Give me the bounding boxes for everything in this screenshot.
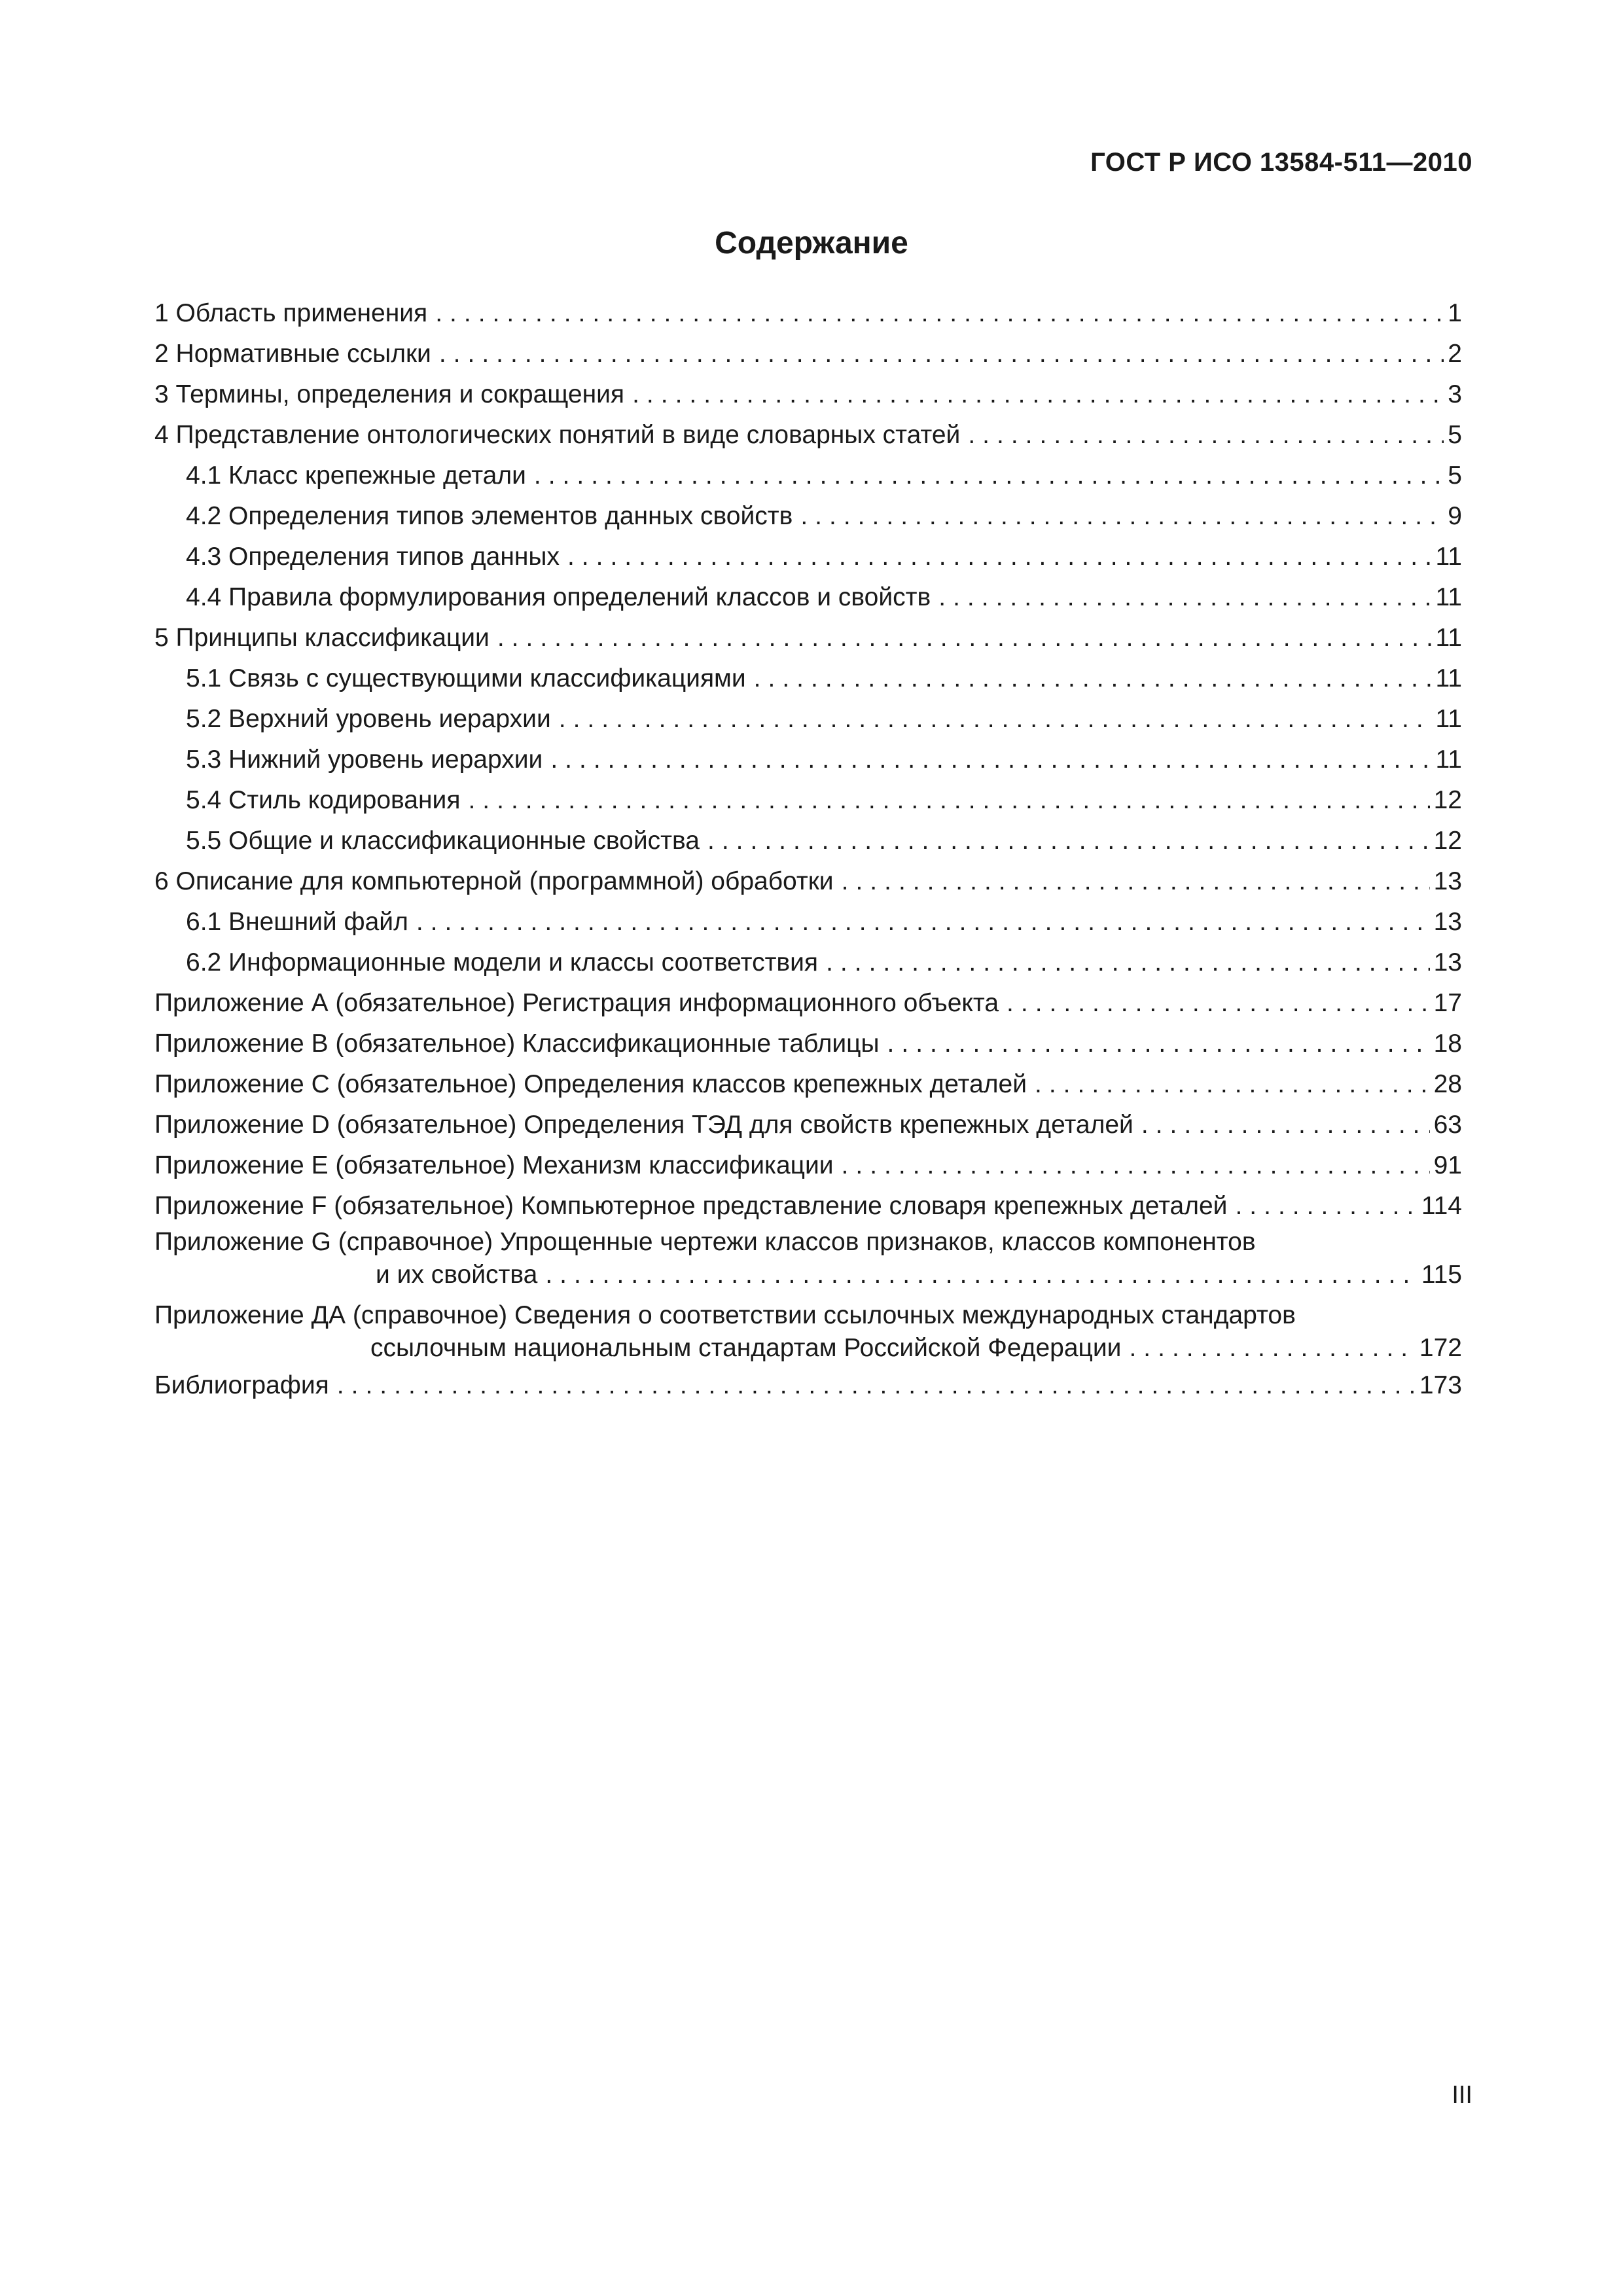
toc-entry-label: 4.4 Правила формулирования определений классов и свойств xyxy=(186,583,931,611)
dot-leader xyxy=(439,334,1444,374)
toc-entry-label: 5 Принципы классификации xyxy=(154,624,490,652)
toc-entry-1[interactable] xyxy=(154,293,1462,334)
dot-leader xyxy=(707,821,1430,861)
dot-leader xyxy=(534,456,1444,496)
dot-leader xyxy=(1129,1331,1415,1365)
dot-leader xyxy=(842,861,1430,902)
dot-leader xyxy=(754,658,1432,699)
dot-leader xyxy=(337,1365,1416,1406)
toc-entry-6[interactable] xyxy=(154,861,1462,902)
dot-leader xyxy=(567,537,1432,577)
toc-entry-label-line2: ссылочным национальным стандартам Российской Федерации xyxy=(370,1334,1122,1362)
toc-entry-page: 5 xyxy=(1448,461,1462,490)
toc-entry-page: 173 xyxy=(1419,1371,1462,1399)
toc-entry-2[interactable] xyxy=(154,334,1462,374)
toc-entry-label: 5.1 Связь с существующими классификациями xyxy=(186,664,746,692)
toc-entry-annex-a[interactable] xyxy=(154,983,1462,1024)
toc-entry-annex-e[interactable] xyxy=(154,1145,1462,1186)
toc-entry-4[interactable] xyxy=(154,415,1462,456)
toc-entry-4-2[interactable] xyxy=(154,496,1462,537)
toc-entry-page: 18 xyxy=(1433,1030,1462,1058)
toc-entry-label: Библиография xyxy=(154,1371,329,1399)
toc-entry-label: Приложение Е (обязательное) Механизм классификации xyxy=(154,1151,834,1179)
table-of-contents xyxy=(154,293,1462,1406)
toc-entry-label-line2: и их свойства xyxy=(376,1261,538,1289)
dot-leader xyxy=(826,942,1430,983)
toc-entry-page: 9 xyxy=(1448,502,1462,530)
toc-title: Содержание xyxy=(715,226,908,260)
dot-leader xyxy=(632,374,1444,415)
dot-leader xyxy=(497,618,1432,658)
toc-entry-5[interactable] xyxy=(154,618,1462,658)
toc-entry-label: Приложение F (обязательное) Компьютерное представление словаря крепежных деталей xyxy=(154,1192,1228,1220)
dot-leader xyxy=(887,1024,1430,1064)
toc-entry-5-4[interactable] xyxy=(154,780,1462,821)
toc-entry-page: 11 xyxy=(1435,745,1462,774)
toc-entry-page: 12 xyxy=(1433,827,1462,855)
dot-leader xyxy=(559,699,1432,740)
toc-entry-label: 4.3 Определения типов данных xyxy=(186,543,560,571)
toc-entry-page: 12 xyxy=(1433,786,1462,814)
toc-entry-annex-b[interactable] xyxy=(154,1024,1462,1064)
toc-entry-annex-c[interactable] xyxy=(154,1064,1462,1105)
toc-entry-label: 5.3 Нижний уровень иерархии xyxy=(186,745,543,774)
dot-leader xyxy=(468,780,1429,821)
toc-entry-page: 3 xyxy=(1448,380,1462,408)
toc-entry-4-4[interactable] xyxy=(154,577,1462,618)
dot-leader xyxy=(545,1258,1417,1292)
toc-entry-page: 28 xyxy=(1433,1070,1462,1098)
toc-entry-4-1[interactable] xyxy=(154,456,1462,496)
toc-entry-page: 115 xyxy=(1421,1261,1462,1289)
toc-entry-page: 13 xyxy=(1433,867,1462,895)
dot-leader xyxy=(435,293,1444,334)
toc-entry-page: 13 xyxy=(1433,948,1462,977)
dot-leader xyxy=(1235,1186,1417,1227)
toc-entry-label: 4.1 Класс крепежные детали xyxy=(186,461,526,490)
dot-leader xyxy=(938,577,1431,618)
toc-entry-3[interactable] xyxy=(154,374,1462,415)
toc-entry-label: 6.2 Информационные модели и классы соответствия xyxy=(186,948,819,977)
toc-entry-5-2[interactable] xyxy=(154,699,1462,740)
toc-entry-label: 1 Область применения xyxy=(154,299,428,327)
toc-entry-annex-da[interactable] xyxy=(154,1300,1462,1365)
toc-entry-label: 5.5 Общие и классификационные свойства xyxy=(186,827,700,855)
toc-entry-label-line1: Приложение ДА (справочное) Сведения о соответствии ссылочных международных стандартов xyxy=(154,1301,1296,1329)
toc-entry-label: 3 Термины, определения и сокращения xyxy=(154,380,625,408)
toc-entry-page: 11 xyxy=(1435,664,1462,692)
toc-entry-label: Приложение С (обязательное) Определения классов крепежных деталей xyxy=(154,1070,1027,1098)
dot-leader xyxy=(550,740,1431,780)
toc-entry-6-1[interactable] xyxy=(154,902,1462,942)
toc-entry-annex-d[interactable] xyxy=(154,1105,1462,1145)
toc-entry-annex-g[interactable] xyxy=(154,1227,1462,1292)
toc-entry-page: 17 xyxy=(1433,989,1462,1017)
toc-entry-5-1[interactable] xyxy=(154,658,1462,699)
dot-leader xyxy=(968,415,1444,456)
toc-entry-page: 2 xyxy=(1448,340,1462,368)
toc-entry-label: Приложение В (обязательное) Классификационные таблицы xyxy=(154,1030,880,1058)
page-number: III xyxy=(1452,2081,1472,2109)
toc-entry-label: 5.4 Стиль кодирования xyxy=(186,786,461,814)
toc-entry-page: 114 xyxy=(1421,1192,1462,1220)
toc-entry-label: 2 Нормативные ссылки xyxy=(154,340,431,368)
standard-code-header: ГОСТ Р ИСО 13584-511—2010 xyxy=(1090,148,1472,177)
toc-entry-label: 5.2 Верхний уровень иерархии xyxy=(186,705,551,733)
dot-leader xyxy=(800,496,1444,537)
toc-entry-label-line1: Приложение G (справочное) Упрощенные чертежи классов признаков, классов компонентов xyxy=(154,1228,1256,1256)
toc-entry-label: 4 Представление онтологических понятий в виде словарных статей xyxy=(154,421,961,449)
toc-entry-page: 11 xyxy=(1435,583,1462,611)
toc-entry-5-3[interactable] xyxy=(154,740,1462,780)
dot-leader xyxy=(842,1145,1430,1186)
toc-entry-label: 4.2 Определения типов элементов данных свойств xyxy=(186,502,793,530)
toc-entry-page: 91 xyxy=(1433,1151,1462,1179)
toc-entry-page: 13 xyxy=(1433,908,1462,936)
toc-entry-bibliography[interactable] xyxy=(154,1365,1462,1406)
toc-entry-page: 5 xyxy=(1448,421,1462,449)
toc-entry-label: Приложение D (обязательное) Определения ТЭД для свойств крепежных деталей xyxy=(154,1111,1133,1139)
toc-entry-page: 1 xyxy=(1448,299,1462,327)
toc-entry-4-3[interactable] xyxy=(154,537,1462,577)
toc-entry-6-2[interactable] xyxy=(154,942,1462,983)
toc-entry-annex-f[interactable] xyxy=(154,1186,1462,1227)
dot-leader xyxy=(1035,1064,1430,1105)
toc-entry-page: 11 xyxy=(1435,624,1462,652)
toc-entry-label: 6 Описание для компьютерной (программной) обработки xyxy=(154,867,834,895)
dot-leader xyxy=(1007,983,1430,1024)
dot-leader xyxy=(1141,1105,1430,1145)
toc-entry-5-5[interactable] xyxy=(154,821,1462,861)
toc-entry-page: 11 xyxy=(1435,543,1462,571)
toc-entry-page: 11 xyxy=(1435,705,1462,733)
dot-leader xyxy=(416,902,1430,942)
toc-entry-page: 172 xyxy=(1419,1334,1462,1362)
toc-entry-label: Приложение А (обязательное) Регистрация информационного объекта xyxy=(154,989,999,1017)
toc-entry-page: 63 xyxy=(1433,1111,1462,1139)
toc-entry-label: 6.1 Внешний файл xyxy=(186,908,408,936)
